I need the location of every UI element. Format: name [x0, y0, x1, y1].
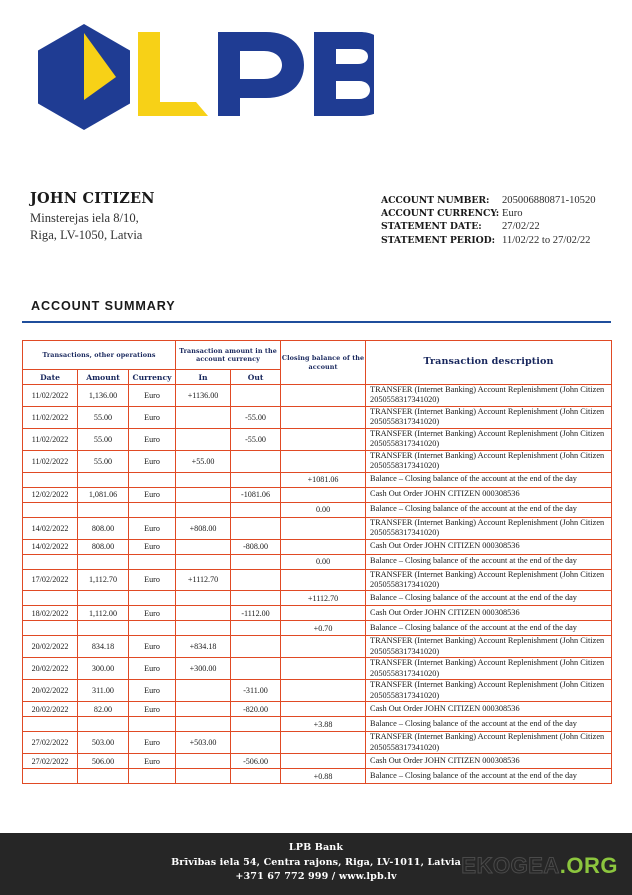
cell-in: +55.00 [176, 450, 231, 472]
cell-currency: Euro [129, 450, 176, 472]
cell-description: TRANSFER (Internet Banking) Account Replenishment (John Citizen 2050558317341020) [366, 636, 612, 658]
cell-description: Balance – Closing balance of the account at the end of the day [366, 717, 612, 732]
cell-amount: 300.00 [78, 658, 129, 680]
cell-balance [281, 702, 366, 717]
cell-description: Balance – Closing balance of the account at the end of the day [366, 502, 612, 517]
cell-in [176, 406, 231, 428]
cell-currency [129, 717, 176, 732]
table-row [23, 591, 612, 606]
account-meta-block [381, 194, 621, 247]
cell-out: -55.00 [231, 406, 281, 428]
cell-in [176, 754, 231, 769]
cell-balance [281, 539, 366, 554]
cell-balance: +3.88 [281, 717, 366, 732]
table-row [23, 472, 612, 487]
table-row [23, 554, 612, 569]
cell-amount [78, 717, 129, 732]
cell-out [231, 502, 281, 517]
account-number-value: 205006880871-10520 [502, 195, 596, 206]
cell-amount [78, 502, 129, 517]
cell-in [176, 554, 231, 569]
account-currency-value: Euro [502, 208, 523, 220]
table-row [23, 769, 612, 784]
cell-balance [281, 428, 366, 450]
cell-in [176, 769, 231, 784]
cell-balance: 0.00 [281, 502, 366, 517]
cell-in: +834.18 [176, 636, 231, 658]
cell-description: Cash Out Order JOHN CITIZEN 000308536 [366, 539, 612, 554]
cell-in: +1136.00 [176, 385, 231, 407]
header-amount: Amount [78, 370, 129, 385]
cell-date: 14/02/2022 [23, 539, 78, 554]
cell-balance [281, 636, 366, 658]
cell-in [176, 472, 231, 487]
table-row [23, 450, 612, 472]
cell-currency [129, 472, 176, 487]
cell-currency [129, 621, 176, 636]
cell-currency: Euro [129, 636, 176, 658]
cell-date: 12/02/2022 [23, 487, 78, 502]
cell-description: Cash Out Order JOHN CITIZEN 000308536 [366, 606, 612, 621]
table-row [23, 702, 612, 717]
statement-date-value: 27/02/22 [502, 221, 540, 233]
watermark [461, 855, 618, 877]
header-currency: Currency [129, 370, 176, 385]
cell-date: 11/02/2022 [23, 385, 78, 407]
cell-amount: 503.00 [78, 732, 129, 754]
cell-description: TRANSFER (Internet Banking) Account Replenishment (John Citizen 2050558317341020) [366, 428, 612, 450]
cell-in [176, 591, 231, 606]
cell-balance: +0.88 [281, 769, 366, 784]
cell-currency [129, 591, 176, 606]
cell-date: 11/02/2022 [23, 406, 78, 428]
table-group-header-row [23, 341, 612, 370]
cell-out [231, 658, 281, 680]
cell-date [23, 769, 78, 784]
cell-currency: Euro [129, 406, 176, 428]
cell-currency: Euro [129, 732, 176, 754]
cell-description: TRANSFER (Internet Banking) Account Replenishment (John Citizen 2050558317341020) [366, 450, 612, 472]
footer-bank-name: LPB Bank [288, 842, 344, 853]
lpb-wordmark [134, 20, 374, 132]
table-row [23, 517, 612, 539]
cell-currency: Euro [129, 517, 176, 539]
cell-amount: 55.00 [78, 450, 129, 472]
cell-date [23, 621, 78, 636]
cell-date: 27/02/2022 [23, 754, 78, 769]
cell-date [23, 591, 78, 606]
cell-date: 20/02/2022 [23, 680, 78, 702]
cell-description: Cash Out Order JOHN CITIZEN 000308536 [366, 487, 612, 502]
table-row [23, 606, 612, 621]
customer-name: JOHN CITIZEN [30, 190, 155, 207]
table-row [23, 658, 612, 680]
header-amount-currency-group: Transaction amount in the account currency [176, 341, 281, 370]
watermark-solid-text: .ORG [559, 853, 618, 878]
cell-description: TRANSFER (Internet Banking) Account Replenishment (John Citizen 2050558317341020) [366, 385, 612, 407]
header-date: Date [23, 370, 78, 385]
cell-in [176, 428, 231, 450]
cell-in [176, 717, 231, 732]
cell-description: Balance – Closing balance of the account at the end of the day [366, 591, 612, 606]
cell-amount [78, 554, 129, 569]
table-row [23, 487, 612, 502]
cell-currency [129, 769, 176, 784]
cell-balance [281, 754, 366, 769]
cell-description: TRANSFER (Internet Banking) Account Replenishment (John Citizen 2050558317341020) [366, 517, 612, 539]
cell-currency [129, 502, 176, 517]
cell-currency: Euro [129, 385, 176, 407]
cell-out [231, 769, 281, 784]
footer-address: Brīvības iela 54, Centra rajons, Riga, LV-1011, Latvia [171, 856, 461, 868]
cell-out [231, 517, 281, 539]
cell-amount: 311.00 [78, 680, 129, 702]
cell-description: TRANSFER (Internet Banking) Account Replenishment (John Citizen 2050558317341020) [366, 569, 612, 591]
cell-amount: 1,112.00 [78, 606, 129, 621]
cell-out: -820.00 [231, 702, 281, 717]
header-in: In [176, 370, 231, 385]
cell-balance: 0.00 [281, 554, 366, 569]
cell-amount [78, 621, 129, 636]
table-row [23, 428, 612, 450]
customer-address-line-1: Minsterejas iela 8/10, [30, 211, 139, 226]
cell-amount: 1,112.70 [78, 569, 129, 591]
cell-amount [78, 769, 129, 784]
cell-currency [129, 554, 176, 569]
cell-out [231, 472, 281, 487]
cell-date: 11/02/2022 [23, 450, 78, 472]
cell-in: +1112.70 [176, 569, 231, 591]
table-row [23, 754, 612, 769]
header-transactions-group: Transactions, other operations [23, 341, 176, 370]
cell-date: 17/02/2022 [23, 569, 78, 591]
cell-description: Cash Out Order JOHN CITIZEN 000308536 [366, 702, 612, 717]
cell-out: -506.00 [231, 754, 281, 769]
cell-amount: 834.18 [78, 636, 129, 658]
cell-date: 27/02/2022 [23, 732, 78, 754]
transactions-table [22, 340, 612, 784]
cell-amount [78, 472, 129, 487]
cell-amount: 1,081.06 [78, 487, 129, 502]
cell-balance: +1112.70 [281, 591, 366, 606]
cell-in [176, 487, 231, 502]
cell-date [23, 554, 78, 569]
cell-amount: 506.00 [78, 754, 129, 769]
table-row [23, 569, 612, 591]
cell-balance [281, 487, 366, 502]
cell-out [231, 569, 281, 591]
cell-date [23, 472, 78, 487]
cell-in: +503.00 [176, 732, 231, 754]
cell-out [231, 554, 281, 569]
cell-balance [281, 517, 366, 539]
cell-amount [78, 591, 129, 606]
header-transaction-description: Transaction description [366, 341, 612, 385]
cell-in [176, 702, 231, 717]
cell-out [231, 621, 281, 636]
cell-currency: Euro [129, 658, 176, 680]
cell-date: 18/02/2022 [23, 606, 78, 621]
cell-date: 20/02/2022 [23, 636, 78, 658]
section-title-account-summary: ACCOUNT SUMMARY [31, 299, 176, 313]
table-row [23, 385, 612, 407]
cell-out: -1112.00 [231, 606, 281, 621]
cell-description: TRANSFER (Internet Banking) Account Replenishment (John Citizen 2050558317341020) [366, 732, 612, 754]
cell-balance: +1081.06 [281, 472, 366, 487]
cell-currency: Euro [129, 539, 176, 554]
cell-currency: Euro [129, 487, 176, 502]
cell-in [176, 680, 231, 702]
table-row [23, 732, 612, 754]
cell-balance [281, 658, 366, 680]
cell-currency: Euro [129, 606, 176, 621]
cell-description: TRANSFER (Internet Banking) Account Replenishment (John Citizen 2050558317341020) [366, 680, 612, 702]
cell-in: +300.00 [176, 658, 231, 680]
transactions-table-wrap [22, 340, 611, 784]
cell-currency: Euro [129, 754, 176, 769]
cell-amount: 55.00 [78, 428, 129, 450]
table-row [23, 539, 612, 554]
cell-date: 11/02/2022 [23, 428, 78, 450]
header-closing-balance: Closing balance of the account [281, 341, 366, 385]
cell-description: TRANSFER (Internet Banking) Account Replenishment (John Citizen 2050558317341020) [366, 406, 612, 428]
cell-amount: 808.00 [78, 539, 129, 554]
hexagon-mark-icon [38, 24, 130, 130]
cell-date [23, 717, 78, 732]
cell-balance: +0.70 [281, 621, 366, 636]
lpb-logo [38, 24, 358, 132]
cell-date: 14/02/2022 [23, 517, 78, 539]
customer-address-line-2: Riga, LV-1050, Latvia [30, 227, 143, 242]
transactions-table-body [23, 385, 612, 784]
cell-description: Balance – Closing balance of the account at the end of the day [366, 554, 612, 569]
table-row [23, 621, 612, 636]
cell-out [231, 385, 281, 407]
cell-balance [281, 569, 366, 591]
cell-currency: Euro [129, 428, 176, 450]
cell-out [231, 717, 281, 732]
cell-amount: 82.00 [78, 702, 129, 717]
cell-out [231, 636, 281, 658]
cell-description: Balance – Closing balance of the account at the end of the day [366, 621, 612, 636]
table-row [23, 502, 612, 517]
statement-date-label: STATEMENT DATE: [381, 221, 482, 233]
cell-in: +808.00 [176, 517, 231, 539]
cell-out [231, 450, 281, 472]
table-row [23, 406, 612, 428]
watermark-outline-text: EKOGEA [461, 853, 560, 878]
cell-description: Balance – Closing balance of the account at the end of the day [366, 769, 612, 784]
cell-amount: 1,136.00 [78, 385, 129, 407]
cell-date: 20/02/2022 [23, 702, 78, 717]
cell-description: Balance – Closing balance of the account at the end of the day [366, 472, 612, 487]
footer-contact: +371 67 772 999 / www.lpb.lv [235, 871, 397, 883]
customer-block [30, 190, 350, 243]
header-out: Out [231, 370, 281, 385]
cell-amount: 808.00 [78, 517, 129, 539]
cell-in [176, 621, 231, 636]
cell-date: 20/02/2022 [23, 658, 78, 680]
cell-out: -1081.06 [231, 487, 281, 502]
cell-description: TRANSFER (Internet Banking) Account Replenishment (John Citizen 2050558317341020) [366, 658, 612, 680]
table-row [23, 717, 612, 732]
table-row [23, 680, 612, 702]
cell-balance [281, 450, 366, 472]
cell-out: -311.00 [231, 680, 281, 702]
cell-balance [281, 406, 366, 428]
section-divider [22, 321, 611, 323]
cell-out [231, 591, 281, 606]
cell-in [176, 606, 231, 621]
table-row [23, 636, 612, 658]
cell-balance [281, 606, 366, 621]
statement-period-label: STATEMENT PERIOD: [381, 234, 495, 246]
cell-in [176, 539, 231, 554]
account-currency-label: ACCOUNT CURRENCY: [381, 208, 500, 220]
cell-out: -808.00 [231, 539, 281, 554]
cell-amount: 55.00 [78, 406, 129, 428]
cell-balance [281, 385, 366, 407]
cell-balance [281, 732, 366, 754]
cell-balance [281, 680, 366, 702]
cell-out [231, 732, 281, 754]
cell-date [23, 502, 78, 517]
cell-out: -55.00 [231, 428, 281, 450]
cell-currency: Euro [129, 680, 176, 702]
cell-in [176, 502, 231, 517]
cell-currency: Euro [129, 702, 176, 717]
account-number-label: ACCOUNT NUMBER: [381, 195, 490, 206]
cell-description: Cash Out Order JOHN CITIZEN 000308536 [366, 754, 612, 769]
cell-currency: Euro [129, 569, 176, 591]
statement-period-value: 11/02/22 to 27/02/22 [502, 234, 591, 246]
